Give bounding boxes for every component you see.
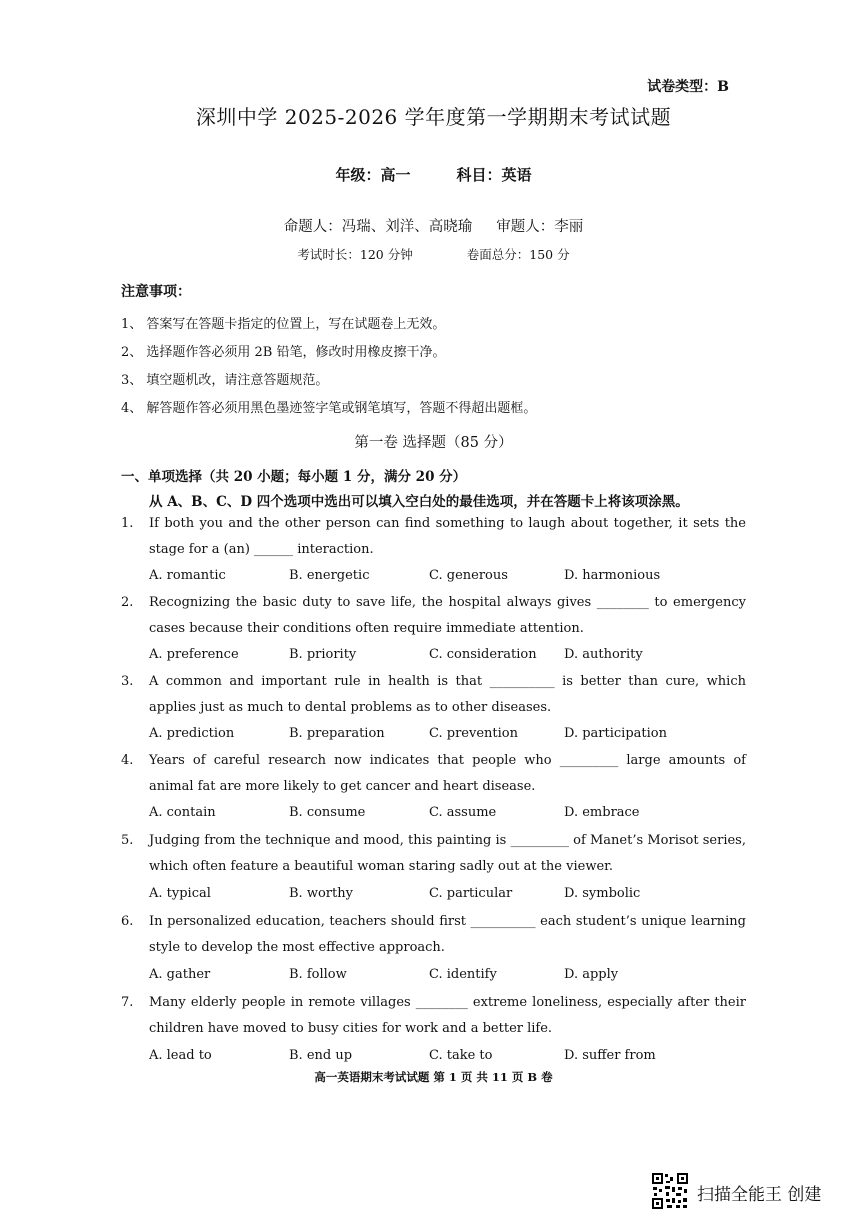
notice-title: 注意事项： (121, 284, 191, 300)
option-d: D. embrace (564, 805, 640, 820)
timing-line (0, 245, 867, 263)
scanner-watermark: 扫描全能王 创建 (697, 1185, 822, 1205)
option-b: B. energetic (289, 568, 370, 583)
option-b: B. consume (289, 805, 366, 820)
option-c: C. particular (429, 886, 513, 901)
option-b: B. end up (289, 1048, 353, 1063)
part-heading: 一、单项选择（共 20 小题；每小题 1 分，满分 20 分） (121, 469, 467, 485)
question-stem: Many elderly people in remote villages ________ extreme loneliness, especially after their children have moved to busy cities for work and a better life. (149, 995, 746, 1036)
question-stem: Years of careful research now indicates that people who _________ large amounts of animal fat are more likely to get cancer and heart disease. (149, 753, 746, 794)
option-b: B. worthy (289, 886, 353, 901)
notice-item: 2、 选择题作答必须用 2B 铅笔，修改时用橡皮擦干净。 (121, 345, 446, 360)
question-number: 7. (121, 995, 134, 1010)
option-a: A. romantic (149, 568, 226, 583)
option-d: D. harmonious (564, 568, 661, 583)
option-c: C. consideration (429, 647, 537, 662)
option-a: A. gather (149, 967, 211, 982)
option-a: A. contain (149, 805, 216, 820)
page-title: 深圳中学 2025-2026 学年度第一学期期末考试试题 (195, 105, 672, 129)
question-stem: In personalized education, teachers should first __________ each student’s unique learning style to develop the most effective approach. (149, 914, 746, 955)
option-b: B. follow (289, 967, 347, 982)
option-c: C. assume (429, 805, 497, 820)
option-d: D. authority (564, 647, 643, 662)
option-b: B. preparation (289, 726, 385, 741)
option-c: C. prevention (429, 726, 518, 741)
option-d: D. symbolic (564, 886, 641, 901)
part-instruction: 从 A、B、C、D 四个选项中选出可以填入空白处的最佳选项，并在答题卡上将该项涂黑。 (149, 494, 689, 510)
question-stem: Judging from the technique and mood, this painting is _________ of Manet’s Morisot series, which often feature a beautiful woman staring sadly out at the viewer. (149, 833, 746, 874)
question-number: 1. (121, 516, 134, 531)
question-stem: A common and important rule in health is that __________ is better than cure, which applies just as much to dental problems as to other diseases. (149, 674, 746, 715)
setters: 命题人：冯瑞、刘洋、高晓瑜 (283, 219, 473, 235)
option-d: D. apply (564, 967, 619, 982)
option-a: A. prediction (149, 726, 235, 741)
page-footer: 高一英语期末考试试题 第 1 页 共 11 页 B 卷 (314, 1070, 553, 1084)
question-number: 6. (121, 914, 134, 929)
grade-subject-line (0, 164, 867, 185)
question-stem: If both you and the other person can find something to laugh about together, it sets the stage for a (an) ______ interaction. (149, 516, 746, 557)
qr-code-icon (651, 1172, 689, 1210)
question-number: 4. (121, 753, 134, 768)
grade: 年级：高一 (335, 166, 411, 184)
question-number: 2. (121, 595, 134, 610)
notice-item: 1、 答案写在答题卡指定的位置上，写在试题卷上无效。 (121, 317, 446, 332)
total-score: 卷面总分：150 分 (466, 247, 570, 262)
option-c: C. identify (429, 967, 497, 982)
option-a: A. lead to (149, 1048, 212, 1063)
duration: 考试时长：120 分钟 (297, 247, 413, 262)
paper-type: 试卷类型：B (647, 79, 729, 95)
option-a: A. preference (149, 647, 239, 662)
reviewer: 审题人：李丽 (496, 219, 584, 235)
option-b: B. priority (289, 647, 357, 662)
subject: 科目：英语 (456, 166, 532, 184)
option-d: D. participation (564, 726, 667, 741)
question-stem: Recognizing the basic duty to save life, the hospital always gives ________ to emergency cases because their conditions often require immediate attention. (149, 595, 746, 636)
authors-line (0, 215, 867, 236)
option-c: C. generous (429, 568, 508, 583)
option-c: C. take to (429, 1048, 493, 1063)
option-d: D. suffer from (564, 1048, 656, 1063)
question-number: 3. (121, 674, 134, 689)
section-title: 第一卷 选择题（85 分） (354, 435, 513, 451)
notice-item: 4、 解答题作答必须用黑色墨迹签字笔或钢笔填写，答题不得超出题框。 (121, 401, 537, 416)
option-a: A. typical (149, 886, 211, 901)
notice-item: 3、 填空题机改，请注意答题规范。 (121, 373, 329, 388)
question-number: 5. (121, 833, 134, 848)
